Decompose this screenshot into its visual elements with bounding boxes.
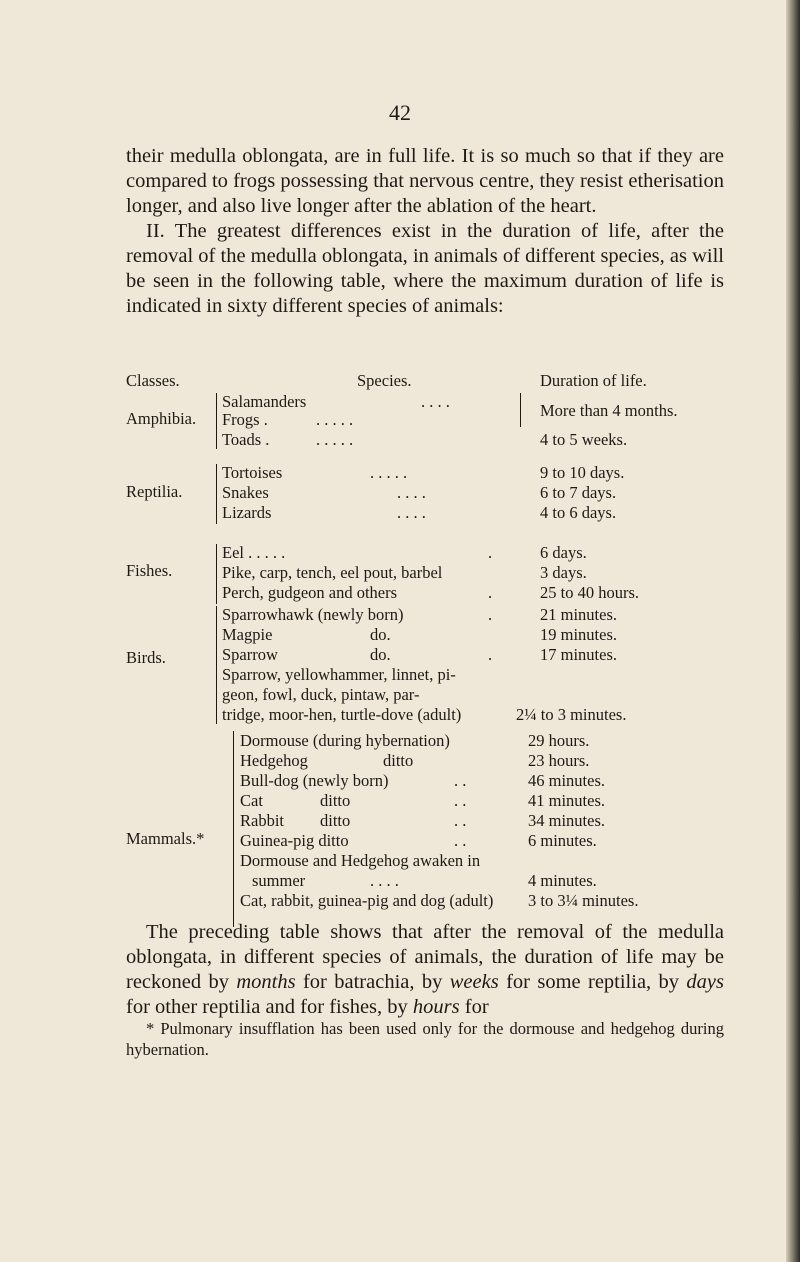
closing-paragraph — [126, 920, 724, 1020]
brace-amphibia — [216, 393, 217, 449]
duration-pike: 3 days. — [540, 563, 587, 582]
species-magpie: Magpie — [222, 625, 273, 644]
duration-adult-birds: 2¼ to 3 minutes. — [516, 705, 627, 724]
duration-tortoises: 9 to 10 days. — [540, 463, 625, 482]
duration-eel: 6 days. — [540, 543, 587, 562]
duration-adult-mammals: 3 to 3¼ minutes. — [528, 891, 639, 910]
species-salamanders: Salamanders — [222, 392, 307, 411]
ditto: do. — [370, 625, 391, 644]
dots: . . — [454, 771, 467, 790]
dots: . — [488, 583, 493, 602]
species-adult-birds-3: tridge, moor-hen, turtle-dove (adult) — [222, 705, 462, 724]
duration-hedgehog: 23 hours. — [528, 751, 590, 770]
species-sparrow: Sparrow — [222, 645, 278, 664]
ditto: ditto — [320, 811, 351, 830]
class-reptilia: Reptilia. — [126, 482, 183, 501]
duration-dormouse-hedgehog: 4 minutes. — [528, 871, 597, 890]
dots: . — [488, 645, 493, 664]
brace-birds — [216, 606, 217, 724]
duration-guinea-pig: 6 minutes. — [528, 831, 597, 850]
duration-sparrow: 17 minutes. — [540, 645, 617, 664]
class-mammals: Mammals.* — [126, 829, 205, 848]
duration-perch: 25 to 40 hours. — [540, 583, 639, 602]
dots: . — [488, 543, 493, 562]
species-dormouse: Dormouse (during hybernation) — [240, 731, 450, 750]
intro-text-1: their medulla oblongata, are in full life. It is so much so that if they are compared to frogs possessing that nervous centre, they resist etherisation longer, and also live longer after the ablation of the heart. — [126, 145, 724, 217]
duration-amphibia-group: More than 4 months. — [540, 401, 678, 420]
class-birds: Birds. — [126, 648, 166, 667]
class-fishes: Fishes. — [126, 561, 173, 580]
species-snakes: Snakes — [222, 483, 269, 502]
species-rabbit: Rabbit — [240, 811, 284, 830]
header-classes: Classes. — [126, 371, 180, 390]
duration-toads: 4 to 5 weeks. — [540, 430, 628, 449]
intro-paragraph — [126, 144, 724, 319]
species-pike: Pike, carp, tench, eel pout, barbel — [222, 563, 443, 582]
dots: . . — [454, 831, 467, 850]
dots: . . . . . — [316, 430, 354, 449]
species-adult-birds-2: geon, fowl, duck, pintaw, par- — [222, 685, 420, 704]
brace-amphibia-duration — [520, 393, 521, 427]
intro-text-2: II. The greatest differences exist in the duration of life, after the removal of the medulla oblongata, in animals of different species, as will be seen in the following table, where the maximum duration of life is indicated in sixty different species of animals: — [126, 220, 724, 317]
brace-reptilia — [216, 464, 217, 524]
duration-rabbit: 34 minutes. — [528, 811, 605, 830]
dots: . . . . — [397, 483, 426, 502]
header-species: Species. — [357, 371, 412, 390]
ditto: do. — [370, 645, 391, 664]
species-lizards: Lizards — [222, 503, 272, 522]
species-bulldog: Bull-dog (newly born) — [240, 771, 389, 790]
duration-bulldog: 46 minutes. — [528, 771, 605, 790]
species-dormouse-hedgehog-1: Dormouse and Hedgehog awaken in — [240, 851, 481, 870]
dots: . . . . — [370, 871, 399, 890]
species-toads: Toads . — [222, 430, 270, 449]
page-edge — [786, 0, 800, 1262]
brace-fishes — [216, 544, 217, 604]
species-hedgehog: Hedgehog — [240, 751, 308, 770]
page-number: 42 — [389, 100, 411, 125]
footnote — [126, 1018, 724, 1060]
class-amphibia: Amphibia. — [126, 409, 197, 428]
dots: . . . . . — [316, 410, 354, 429]
species-eel: Eel . . . . . — [222, 543, 286, 562]
dots: . . — [454, 791, 467, 810]
header-duration: Duration of life. — [540, 371, 647, 390]
ditto: ditto — [320, 791, 351, 810]
ditto: ditto — [383, 751, 414, 770]
species-sparrowhawk: Sparrowhawk (newly born) — [222, 605, 404, 624]
species-frogs: Frogs . — [222, 410, 268, 429]
footnote-text: * Pulmonary insufflation has been used only for the dormouse and hedgehog during hybernation. — [126, 1019, 724, 1059]
duration-dormouse: 29 hours. — [528, 731, 590, 750]
closing-text: The preceding table shows that after the removal of the medulla oblongata, in different species of animals, the duration of life may be reckoned by months for batrachia, by weeks for some reptilia, by days for other reptilia and for fishes, by hours for — [126, 921, 724, 1018]
species-cat: Cat — [240, 791, 263, 810]
duration-cat: 41 minutes. — [528, 791, 605, 810]
species-perch: Perch, gudgeon and others — [222, 583, 398, 602]
dots: . . . . . — [370, 463, 408, 482]
brace-mammals — [233, 731, 234, 927]
species-adult-birds-1: Sparrow, yellowhammer, linnet, pi- — [222, 665, 456, 684]
dots: . — [488, 605, 493, 624]
species-dormouse-hedgehog-2: summer — [252, 871, 306, 890]
duration-snakes: 6 to 7 days. — [540, 483, 617, 502]
species-guinea-pig: Guinea-pig ditto — [240, 831, 349, 850]
species-adult-mammals: Cat, rabbit, guinea-pig and dog (adult) — [240, 891, 494, 910]
dots: . . — [454, 811, 467, 830]
duration-magpie: 19 minutes. — [540, 625, 617, 644]
duration-sparrowhawk: 21 minutes. — [540, 605, 617, 624]
species-tortoises: Tortoises — [222, 463, 283, 482]
dots: . . . . — [397, 503, 426, 522]
dots: . . . . — [421, 392, 450, 411]
duration-lizards: 4 to 6 days. — [540, 503, 617, 522]
